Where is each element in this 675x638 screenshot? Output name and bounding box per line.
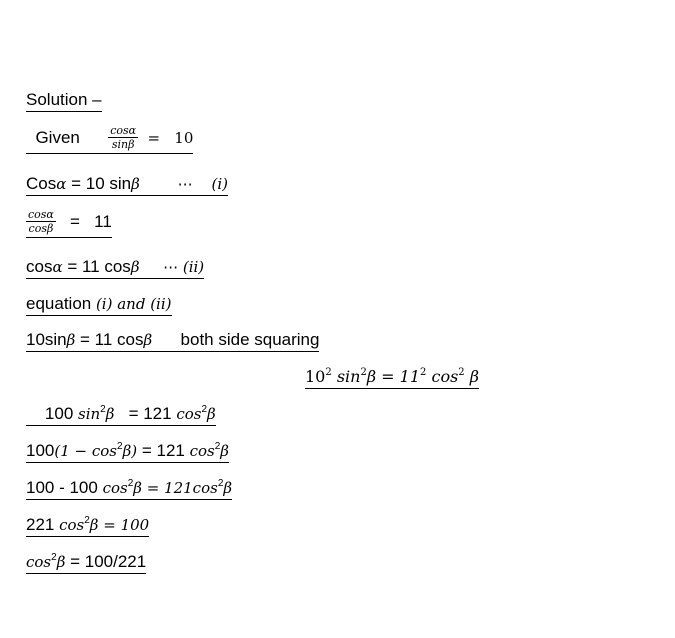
ratio-equation: $\frac{\cos\alpha}{\cos\beta}$ = 11 <box>26 209 112 238</box>
equation-i: Cosα = 10 sinβ ⋯ (i) <box>26 174 228 196</box>
step-1: 100 $\sin^2\beta = 121$ $\cos^2\beta$ <box>26 404 216 426</box>
final-result: $\cos^2\beta = 100/221$ <box>26 552 146 574</box>
solution-heading: Solution – <box>26 90 102 112</box>
step-4: 221 $\cos^2\beta = 100$ <box>26 515 149 537</box>
equation-reference: equation (i) and (ii) <box>26 294 172 316</box>
given-equation: Given $\frac{\cos\alpha}{\sin\beta}$ = 10 <box>26 125 193 154</box>
combined-equation: 10sinβ = 11 cosβ both side squaring <box>26 330 319 352</box>
step-2: $100(1 - \cos^2\beta) = 121$ $\cos^2\beta$ <box>26 441 229 463</box>
squared-equation: $10^2$ $\sin^2\beta = 11^2$ $\cos^2 \beta$ <box>305 367 479 389</box>
fraction: $\frac{\cos\alpha}{\sin\beta}$ <box>110 124 137 151</box>
fraction: $\frac{\cos\alpha}{\cos\beta}$ <box>28 208 54 235</box>
equation-ii: cosα = 11 cosβ ⋯ (ii) <box>26 257 204 279</box>
step-3: 100 - 100 $\cos^2\beta = 121\cos^2\beta$ <box>26 478 232 500</box>
